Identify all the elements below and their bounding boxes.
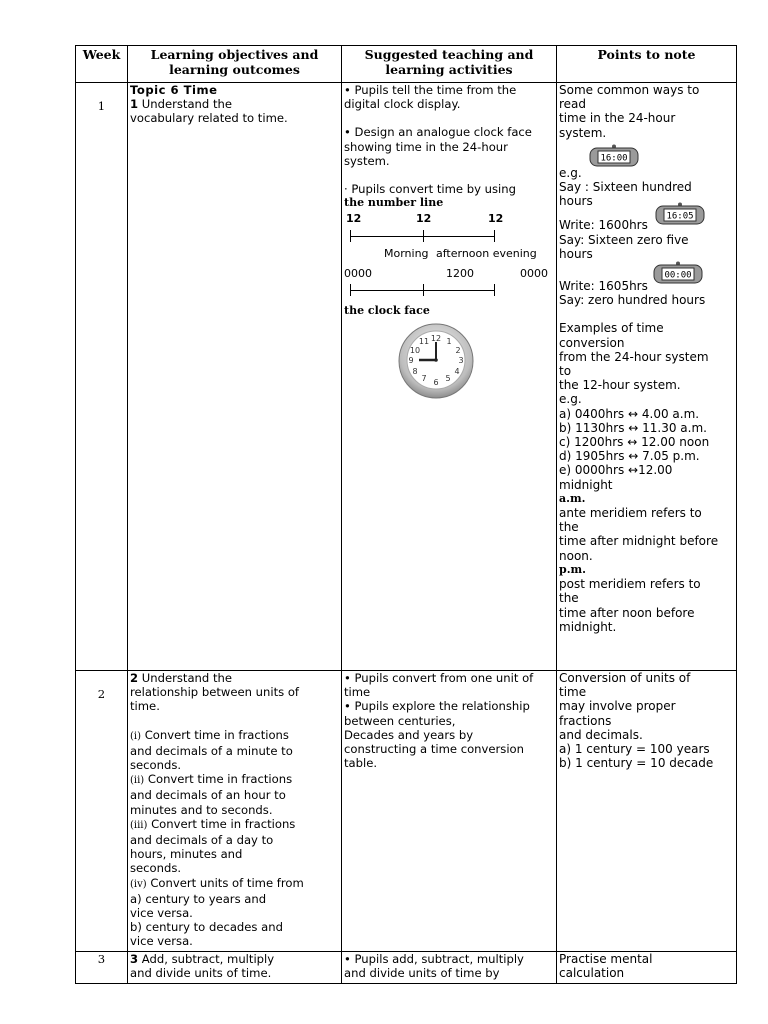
note-text: a) 0400hrs ↔ 4.00 a.m. <box>559 406 700 421</box>
item-numeral: (ii) <box>130 775 145 787</box>
item-text: Convert time in fractions <box>144 772 293 787</box>
note-text: ante meridiem refers to <box>559 506 702 521</box>
objective-text: time. <box>130 699 160 714</box>
activity-text: between centuries, <box>344 713 456 728</box>
objective-text: relationship between units of <box>130 685 300 700</box>
note-text: calculation <box>559 966 625 981</box>
notes-cell <box>557 83 737 671</box>
clock-number: 9 <box>408 355 414 365</box>
pm-label: p.m. <box>559 562 586 576</box>
note-text: Examples of time <box>559 321 664 336</box>
objective-number: 2 <box>130 671 139 685</box>
activity-text: constructing a time conversion <box>344 742 524 757</box>
note-text: Write: 1600hrs <box>559 218 648 233</box>
note-text: conversion <box>559 335 625 350</box>
note-text: Conversion of units of <box>559 671 691 685</box>
objectives-cell <box>128 952 342 984</box>
note-text: read <box>559 97 587 112</box>
note-text: time in the 24-hour <box>559 111 676 126</box>
item-text: vice versa. <box>130 934 193 949</box>
digital-clock-reading: 00:00 <box>664 270 692 281</box>
note-text: hours <box>559 246 593 261</box>
activity-text: • Pupils convert from one unit of <box>344 671 534 685</box>
note-text: Some common ways to <box>559 83 700 97</box>
analogue-clock-image <box>344 323 534 403</box>
week-cell <box>76 83 128 671</box>
note-text: system. <box>559 125 607 140</box>
activities-cell <box>342 83 557 671</box>
item-numeral: (iv) <box>130 878 147 890</box>
activity-text: and divide units of time by <box>344 966 500 981</box>
objective-number: 1 <box>130 97 139 112</box>
objectives-cell <box>128 83 342 671</box>
note-text: to <box>559 364 572 379</box>
item-numeral: (i) <box>130 730 142 742</box>
objective-text: vocabulary related to time. <box>130 111 288 126</box>
objectives-cell <box>128 671 342 952</box>
note-text: e) 0000hrs ↔12.00 <box>559 463 673 478</box>
note-text: e.g. <box>559 165 582 180</box>
objective-text: and divide units of time. <box>130 966 272 981</box>
item-text: Convert time in fractions <box>147 816 296 831</box>
item-text: and decimals of a minute to <box>130 743 293 758</box>
number-line-tick-label: 12 <box>416 212 432 226</box>
note-text: Write: 1605hrs <box>559 279 648 294</box>
item-text: b) century to decades and <box>130 920 283 935</box>
activity-text: • Pupils explore the relationship <box>344 699 530 714</box>
header-row <box>76 46 737 83</box>
note-text: the 12-hour system. <box>559 378 681 393</box>
objective-text: Understand the <box>138 671 232 685</box>
digital-clock-reading: 16:05 <box>666 211 694 222</box>
header-week: Week <box>76 46 128 83</box>
item-numeral: (iii) <box>130 819 148 831</box>
clock-number: 7 <box>421 373 427 383</box>
note-text: hours <box>559 194 593 209</box>
clock-number: 10 <box>409 345 421 355</box>
week-cell <box>76 952 128 984</box>
digital-clock-icon <box>653 261 697 281</box>
activity-text: • Pupils add, subtract, multiply <box>344 952 524 966</box>
table-row <box>76 671 737 952</box>
note-text: the <box>559 591 579 606</box>
activity-text: Decades and years by <box>344 727 474 742</box>
clock-number: 1 <box>446 336 452 346</box>
note-text: fractions <box>559 713 612 728</box>
clock-face-label: the clock face <box>344 304 430 318</box>
note-text: time after midnight before <box>559 534 719 549</box>
note-text: the <box>559 520 579 535</box>
item-text: seconds. <box>130 758 182 773</box>
objective-text: Add, subtract, multiply <box>138 952 275 966</box>
item-text: and decimals of a day to <box>130 833 274 848</box>
note-text: a) 1 century = 100 years <box>559 742 710 757</box>
activity-text: • Pupils tell the time from the digital clock display. <box>344 83 520 112</box>
header-activities: Suggested teaching and learning activities <box>342 46 557 83</box>
table-row <box>76 83 737 671</box>
clock-number: 12 <box>430 333 442 343</box>
note-text: c) 1200hrs ↔ 12.00 noon <box>559 435 710 450</box>
number-line-diagram <box>344 212 554 302</box>
notes-cell <box>557 952 737 984</box>
am-label: a.m. <box>559 491 586 505</box>
note-text: and decimals. <box>559 727 643 742</box>
digital-clock-reading: 16:00 <box>600 153 628 164</box>
activity-text: • Design an analogue clock face showing time in the 24-hour system. <box>344 125 536 168</box>
note-text: b) 1130hrs ↔ 11.30 a.m. <box>559 420 707 435</box>
number-line-tick-label: 12 <box>346 212 362 226</box>
item-text: Convert units of time from <box>146 875 304 890</box>
note-text: may involve proper <box>559 699 676 714</box>
header-notes: Points to note <box>557 46 737 83</box>
note-text: time <box>559 685 587 700</box>
note-text: Practise mental <box>559 952 653 966</box>
note-text: midnight. <box>559 619 617 634</box>
scheme-of-work-table <box>75 45 737 984</box>
note-text: Say: zero hundred hours <box>559 293 706 308</box>
digital-clock-icon <box>655 202 699 222</box>
note-text: midnight <box>559 477 613 492</box>
objective-number: 3 <box>130 952 139 966</box>
activities-cell <box>342 952 557 984</box>
number-line-tick-label: 12 <box>488 212 504 226</box>
item-text: vice versa. <box>130 906 193 921</box>
header-objectives: Learning objectives and learning outcomes <box>128 46 342 83</box>
week-number: 1 <box>97 99 106 113</box>
week-cell <box>76 671 128 952</box>
week-number: 2 <box>97 687 106 701</box>
note-text: post meridiem refers to <box>559 577 701 592</box>
clock-number: 8 <box>412 366 418 376</box>
item-text: hours, minutes and <box>130 847 243 862</box>
number-line-label: the number line <box>344 196 444 210</box>
item-text: and decimals of an hour to <box>130 788 286 803</box>
note-text: Say : Sixteen hundred <box>559 180 692 195</box>
number-line-tick-label: 0000 <box>344 267 372 281</box>
clock-icon <box>344 323 534 403</box>
item-text: seconds. <box>130 861 182 876</box>
number-line-period-label: Morning <box>384 247 429 261</box>
activity-text: time <box>344 685 371 700</box>
activity-text: table. <box>344 756 378 771</box>
number-line-tick-label: 1200 <box>446 267 474 281</box>
topic-title: Topic 6 Time <box>130 83 218 97</box>
note-text: from the 24-hour system <box>559 349 709 364</box>
number-line-tick-label: 0000 <box>520 267 548 281</box>
clock-number: 2 <box>455 345 461 355</box>
item-text: Convert time in fractions <box>141 727 289 742</box>
objective-text: Understand the <box>138 97 232 112</box>
activity-text: · Pupils convert time by using <box>344 182 516 197</box>
digital-clock-icon <box>589 144 633 164</box>
note-text: b) 1 century = 10 decade <box>559 756 714 771</box>
note-text: Say: Sixteen zero five <box>559 232 689 247</box>
clock-number: 6 <box>433 377 439 387</box>
clock-number: 4 <box>454 366 460 376</box>
clock-number: 11 <box>418 336 430 346</box>
clock-number: 3 <box>458 355 464 365</box>
note-text: time after noon before <box>559 605 695 620</box>
note-text: d) 1905hrs ↔ 7.05 p.m. <box>559 449 700 464</box>
note-text: noon. <box>559 548 593 563</box>
week-number: 3 <box>97 952 106 966</box>
activities-cell <box>342 671 557 952</box>
item-text: minutes and to seconds. <box>130 802 273 817</box>
item-text: a) century to years and <box>130 891 267 906</box>
notes-cell <box>557 671 737 952</box>
clock-number: 5 <box>445 373 451 383</box>
number-line-period-label: afternoon evening <box>436 247 537 261</box>
note-text: e.g. <box>559 392 582 407</box>
table-row <box>76 952 737 984</box>
